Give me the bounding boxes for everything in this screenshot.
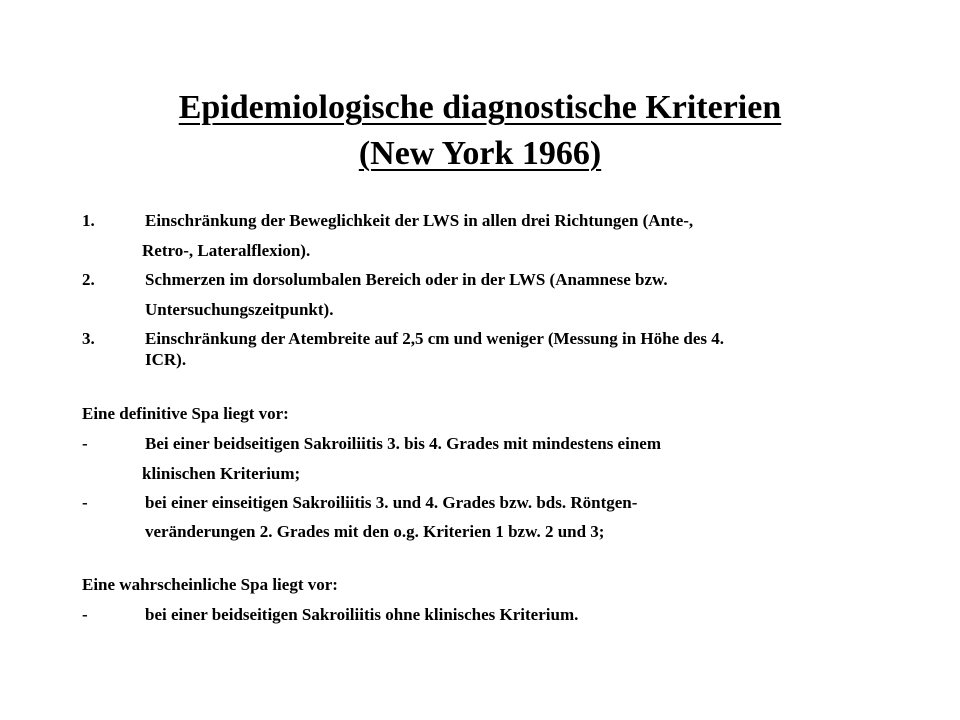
definitive-item-1-line-1: Bei einer beidseitigen Sakroiliitis 3. bis 4. Grades mit mindestens einem xyxy=(145,434,661,453)
criterion-3-line-2: ICR). xyxy=(145,350,187,369)
definitive-item-1-line-2: klinischen Kriterium; xyxy=(142,464,301,483)
probable-heading: Eine wahrscheinliche Spa liegt vor: xyxy=(82,575,338,594)
criterion-1-line-2: Retro-, Lateralflexion). xyxy=(142,241,311,260)
criterion-3-number: 3. xyxy=(82,329,95,348)
criterion-1-number: 1. xyxy=(82,211,95,230)
criterion-2-number: 2. xyxy=(82,270,95,289)
definitive-heading: Eine definitive Spa liegt vor: xyxy=(82,404,289,423)
definitive-item-1-bullet: - xyxy=(82,434,88,453)
criterion-2-line-1: Schmerzen im dorsolumbalen Bereich oder in der LWS (Anamnese bzw. xyxy=(145,270,668,289)
criterion-1-line-1: Einschränkung der Beweglichkeit der LWS in allen drei Richtungen (Ante-, xyxy=(145,211,694,230)
criterion-2-line-2: Untersuchungszeitpunkt). xyxy=(145,300,334,319)
definitive-item-2-line-1: bei einer einseitigen Sakroiliitis 3. und 4. Grades bzw. bds. Röntgen- xyxy=(145,493,638,512)
probable-item-1-line-1: bei einer beidseitigen Sakroiliitis ohne klinisches Kriterium. xyxy=(145,605,579,624)
slide-title-line-2: (New York 1966) xyxy=(358,135,602,172)
definitive-item-2-bullet: - xyxy=(82,493,88,512)
definitive-item-2-line-2: veränderungen 2. Grades mit den o.g. Kriterien 1 bzw. 2 und 3; xyxy=(145,522,605,541)
criterion-3-line-1: Einschränkung der Atembreite auf 2,5 cm und weniger (Messung in Höhe des 4. xyxy=(145,329,724,348)
slide-title-line-1: Epidemiologische diagnostische Kriterien xyxy=(178,89,782,126)
probable-item-1-bullet: - xyxy=(82,605,88,624)
